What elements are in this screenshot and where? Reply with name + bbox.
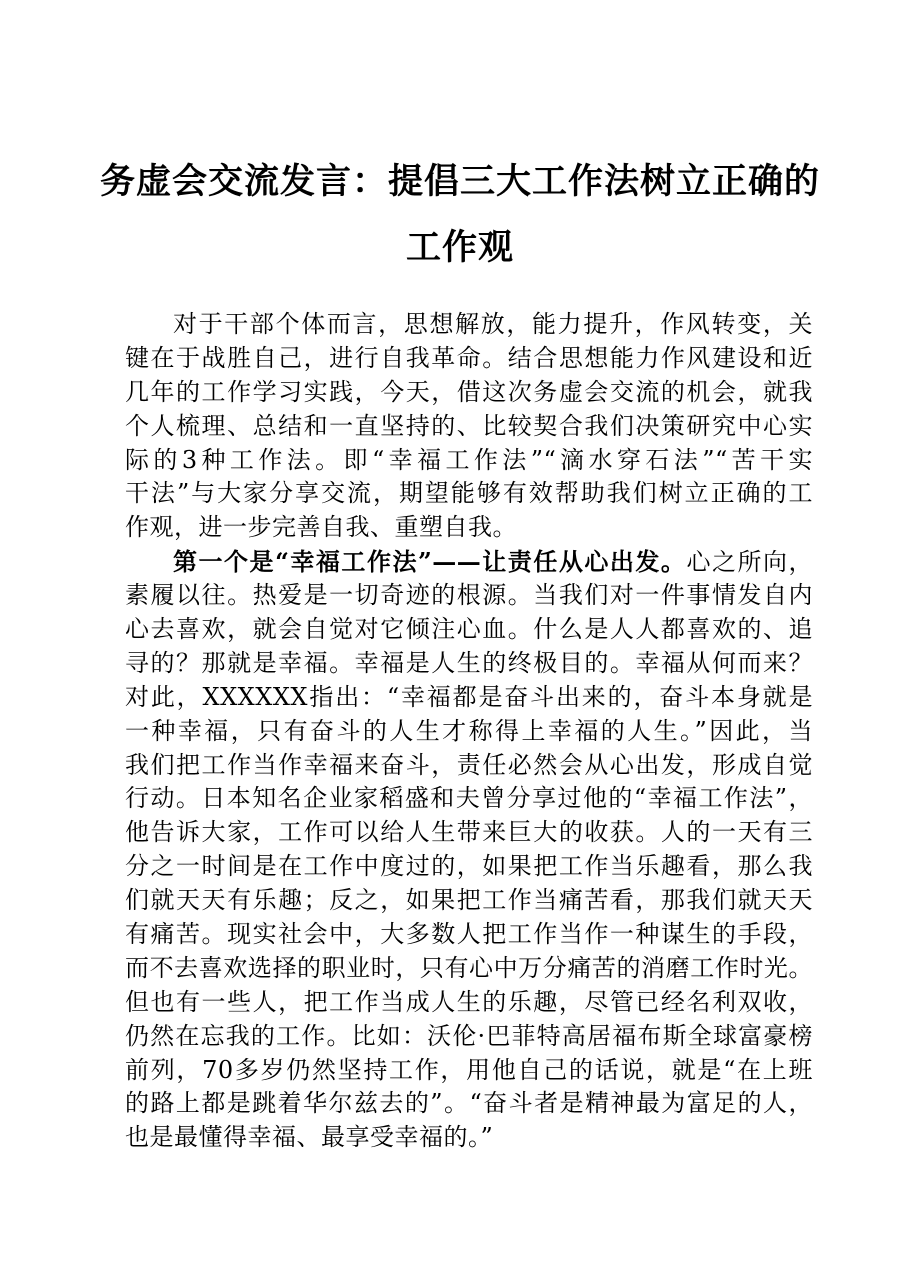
paragraph-2-line: 寻的？那就是幸福。幸福是人生的终极目的。幸福从何而来？: [125, 648, 813, 677]
paragraph-2-line: 一种幸福，只有奋斗的人生才称得上幸福的人生。”因此，当: [125, 716, 813, 745]
paragraph-2-line: 前列，70多岁仍然坚持工作，用他自己的话说，就是“在上班: [125, 1055, 813, 1084]
paragraph-2-first-line: [125, 545, 813, 579]
paragraph-2-line: 而不去喜欢选择的职业时，只有心中万分痛苦的消磨工作时光。: [125, 953, 813, 982]
document-title-line-1: 务虚会交流发言：提倡三大工作法树立正确的: [100, 161, 821, 202]
paragraph-2-line: 但也有一些人，把工作当成人生的乐趣，尽管已经名利双收，: [125, 987, 813, 1016]
paragraph-2-first-line-rest: 心之所向，: [686, 548, 814, 577]
paragraph-1-line: 干法”与大家分享交流，期望能够有效帮助我们树立正确的工: [125, 479, 813, 508]
paragraph-2-line: 的路上都是跳着华尔兹去的”。“奋斗者是精神最为富足的人，: [125, 1089, 813, 1118]
paragraph-2-line: 们就天天有乐趣；反之，如果把工作当痛苦看，那我们就天天: [125, 886, 813, 915]
paragraph-2-heading: 第一个是“幸福工作法”——让责任从心出发。: [173, 547, 687, 577]
paragraph-1-line: 对于干部个体而言，思想解放，能力提升，作风转变，关: [173, 310, 813, 338]
paragraph-1-line: 个人梳理、总结和一直坚持的、比较契合我们决策研究中心实: [125, 411, 813, 440]
document-title-line-2: 工作观: [405, 227, 514, 268]
paragraph-2-line: 素履以往。热爱是一切奇迹的根源。当我们对一件事情发自内: [125, 581, 813, 610]
paragraph-2-line: 我们把工作当作幸福来奋斗，责任必然会从心出发，形成自觉: [125, 750, 813, 779]
paragraph-2-line: 也是最懂得幸福、最享受幸福的。”: [125, 1123, 494, 1152]
paragraph-1-line: 键在于战胜自己，进行自我革命。结合思想能力作风建设和近: [125, 343, 813, 372]
paragraph-1-line: 几年的工作学习实践，今天，借这次务虚会交流的机会，就我: [125, 377, 813, 406]
paragraph-2-line: 心去喜欢，就会自觉对它倾注心血。什么是人人都喜欢的、追: [125, 615, 813, 644]
paragraph-2-line: 行动。日本知名企业家稻盛和夫曾分享过他的“幸福工作法”，: [125, 784, 813, 813]
paragraph-2-line: 他告诉大家，工作可以给人生带来巨大的收获。人的一天有三: [125, 818, 813, 847]
paragraph-1-line: 际的3种工作法。即“幸福工作法”“滴水穿石法”“苦干实: [125, 445, 813, 474]
document-body: [125, 308, 813, 1155]
paragraph-2-line: 有痛苦。现实社会中，大多数人把工作当作一种谋生的手段，: [125, 920, 813, 949]
paragraph-2-line: 分之一时间是在工作中度过的，如果把工作当乐趣看，那么我: [125, 852, 813, 881]
paragraph-2-line: 仍然在忘我的工作。比如：沃伦·巴菲特高居福布斯全球富豪榜: [125, 1021, 813, 1050]
paragraph-1-line: 作观，进一步完善自我、重塑自我。: [125, 513, 517, 542]
paragraph-2-line: 对此，XXXXXX指出：“幸福都是奋斗出来的，奋斗本身就是: [125, 682, 813, 711]
